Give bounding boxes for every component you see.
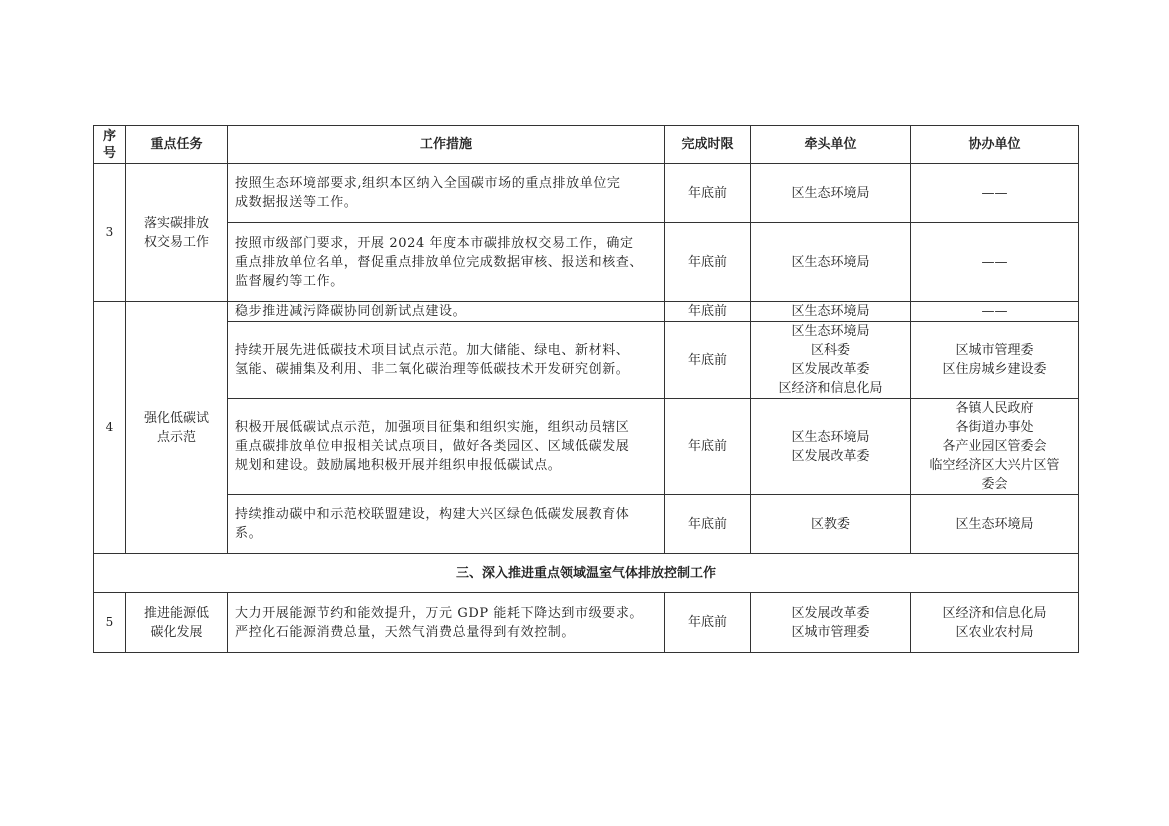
assist-cell <box>911 164 1079 223</box>
measure-line: 系。 <box>235 526 263 541</box>
table-row <box>94 495 1079 554</box>
task-line: 落实碳排放 <box>143 215 209 231</box>
header-measures: 工作措施 <box>228 126 665 164</box>
assist-unit: 区生态环境局 <box>955 516 1034 532</box>
measure-line: 氢能、碳捕集及利用、非二氧化碳治理等低碳技术开发研究创新。 <box>235 362 630 377</box>
lead-unit: 区生态环境局 <box>791 324 870 339</box>
lead-cell <box>751 322 911 399</box>
table-row <box>94 164 1079 223</box>
lead-unit: 区科委 <box>810 343 850 358</box>
task-line: 推进能源低 <box>143 605 209 621</box>
deadline-cell: 年底前 <box>665 593 751 653</box>
measure-line: 重点排放单位名单，督促重点排放单位完成数据审核、报送和核查、 <box>235 254 644 270</box>
table-row <box>94 322 1079 399</box>
header-row <box>94 126 1079 164</box>
assist-cell <box>911 495 1079 554</box>
header-seq-line: 号 <box>102 145 116 161</box>
measure-line: 重点碳排放单位申报相关试点项目，做好各类园区、区域低碳发展 <box>235 439 630 454</box>
assist-cell <box>911 302 1079 322</box>
measure-cell <box>228 593 665 653</box>
task-cell <box>126 593 228 653</box>
measure-cell <box>228 223 665 302</box>
table-body <box>94 164 1079 653</box>
deadline-cell: 年底前 <box>665 302 751 322</box>
assist-unit: —— <box>981 304 1008 319</box>
measure-line: 大力开展能源节约和能效提升，万元 GDP 能耗下降达到市级要求。 <box>235 605 644 621</box>
deadline-cell: 年底前 <box>665 223 751 302</box>
assist-unit: 各街道办事处 <box>955 420 1034 435</box>
measure-line: 监督履约等工作。 <box>235 273 344 289</box>
header-lead: 牵头单位 <box>751 126 911 164</box>
header-assist: 协办单位 <box>911 126 1079 164</box>
deadline-cell: 年底前 <box>665 495 751 554</box>
table-row <box>94 399 1079 495</box>
assist-unit: 临空经济区大兴片区管 <box>929 458 1060 473</box>
lead-unit: 区发展改革委 <box>791 605 870 621</box>
seq-cell: 5 <box>94 593 126 653</box>
measure-line: 严控化石能源消费总量，天然气消费总量得到有效控制。 <box>235 624 576 640</box>
assist-cell <box>911 593 1079 653</box>
assist-unit: 区城市管理委 <box>955 343 1034 358</box>
measure-line: 稳步推进减污降碳协同创新试点建设。 <box>235 304 467 319</box>
table-row <box>94 223 1079 302</box>
task-line: 强化低碳试 <box>143 410 209 426</box>
lead-unit: 区生态环境局 <box>791 254 870 270</box>
assist-unit: —— <box>981 254 1008 270</box>
section-row <box>94 554 1079 593</box>
assist-cell <box>911 399 1079 495</box>
assist-unit: 区农业农村局 <box>955 624 1034 640</box>
measure-cell <box>228 164 665 223</box>
lead-unit: 区生态环境局 <box>791 429 870 445</box>
lead-unit: 区经济和信息化局 <box>778 381 883 396</box>
measure-line: 按照市级部门要求，开展 2024 年度本市碳排放权交易工作，确定 <box>235 235 634 251</box>
lead-cell <box>751 399 911 495</box>
measure-line: 持续开展先进低碳技术项目试点示范。加大储能、绿电、新材料、 <box>235 343 630 358</box>
lead-cell <box>751 302 911 322</box>
task-table <box>93 125 1079 653</box>
task-cell <box>126 164 228 302</box>
deadline-cell: 年底前 <box>665 399 751 495</box>
assist-unit: 区经济和信息化局 <box>942 605 1047 621</box>
task-cell <box>126 302 228 554</box>
header-task: 重点任务 <box>126 126 228 164</box>
measure-line: 成数据报送等工作。 <box>235 195 358 210</box>
header-seq <box>94 126 126 164</box>
measure-cell <box>228 399 665 495</box>
measure-cell <box>228 495 665 554</box>
assist-unit: 区住房城乡建设委 <box>942 362 1047 377</box>
task-line: 权交易工作 <box>143 234 209 250</box>
lead-unit: 区城市管理委 <box>791 624 870 640</box>
assist-cell <box>911 322 1079 399</box>
header-seq-line: 序 <box>102 128 116 144</box>
assist-cell <box>911 223 1079 302</box>
lead-unit: 区生态环境局 <box>791 304 870 319</box>
measure-line: 积极开展低碳试点示范，加强项目征集和组织实施，组织动员辖区 <box>235 420 630 435</box>
lead-unit: 区生态环境局 <box>791 185 870 201</box>
table-row <box>94 593 1079 653</box>
assist-unit: —— <box>981 185 1008 201</box>
deadline-cell: 年底前 <box>665 164 751 223</box>
lead-cell <box>751 593 911 653</box>
task-line: 碳化发展 <box>150 624 203 640</box>
assist-unit: 各产业园区管委会 <box>942 439 1047 454</box>
measure-cell <box>228 302 665 322</box>
measure-cell <box>228 322 665 399</box>
measure-line: 规划和建设。鼓励属地积极开展并组织申报低碳试点。 <box>235 458 562 473</box>
lead-unit: 区发展改革委 <box>791 448 870 464</box>
seq-cell: 4 <box>94 302 126 554</box>
lead-cell <box>751 164 911 223</box>
header-deadline: 完成时限 <box>665 126 751 164</box>
task-line: 点示范 <box>156 429 196 445</box>
table-row <box>94 302 1079 322</box>
seq-cell: 3 <box>94 164 126 302</box>
lead-unit: 区发展改革委 <box>791 362 870 377</box>
lead-cell <box>751 223 911 302</box>
section-title: 三、深入推进重点领域温室气体排放控制工作 <box>94 554 1079 593</box>
assist-unit: 委会 <box>981 477 1008 492</box>
assist-unit: 各镇人民政府 <box>955 401 1034 416</box>
measure-line: 按照生态环境部要求,组织本区纳入全国碳市场的重点排放单位完 <box>235 176 621 191</box>
deadline-cell: 年底前 <box>665 322 751 399</box>
lead-unit: 区教委 <box>810 516 850 532</box>
lead-cell <box>751 495 911 554</box>
measure-line: 持续推动碳中和示范校联盟建设，构建大兴区绿色低碳发展教育体 <box>235 507 630 522</box>
